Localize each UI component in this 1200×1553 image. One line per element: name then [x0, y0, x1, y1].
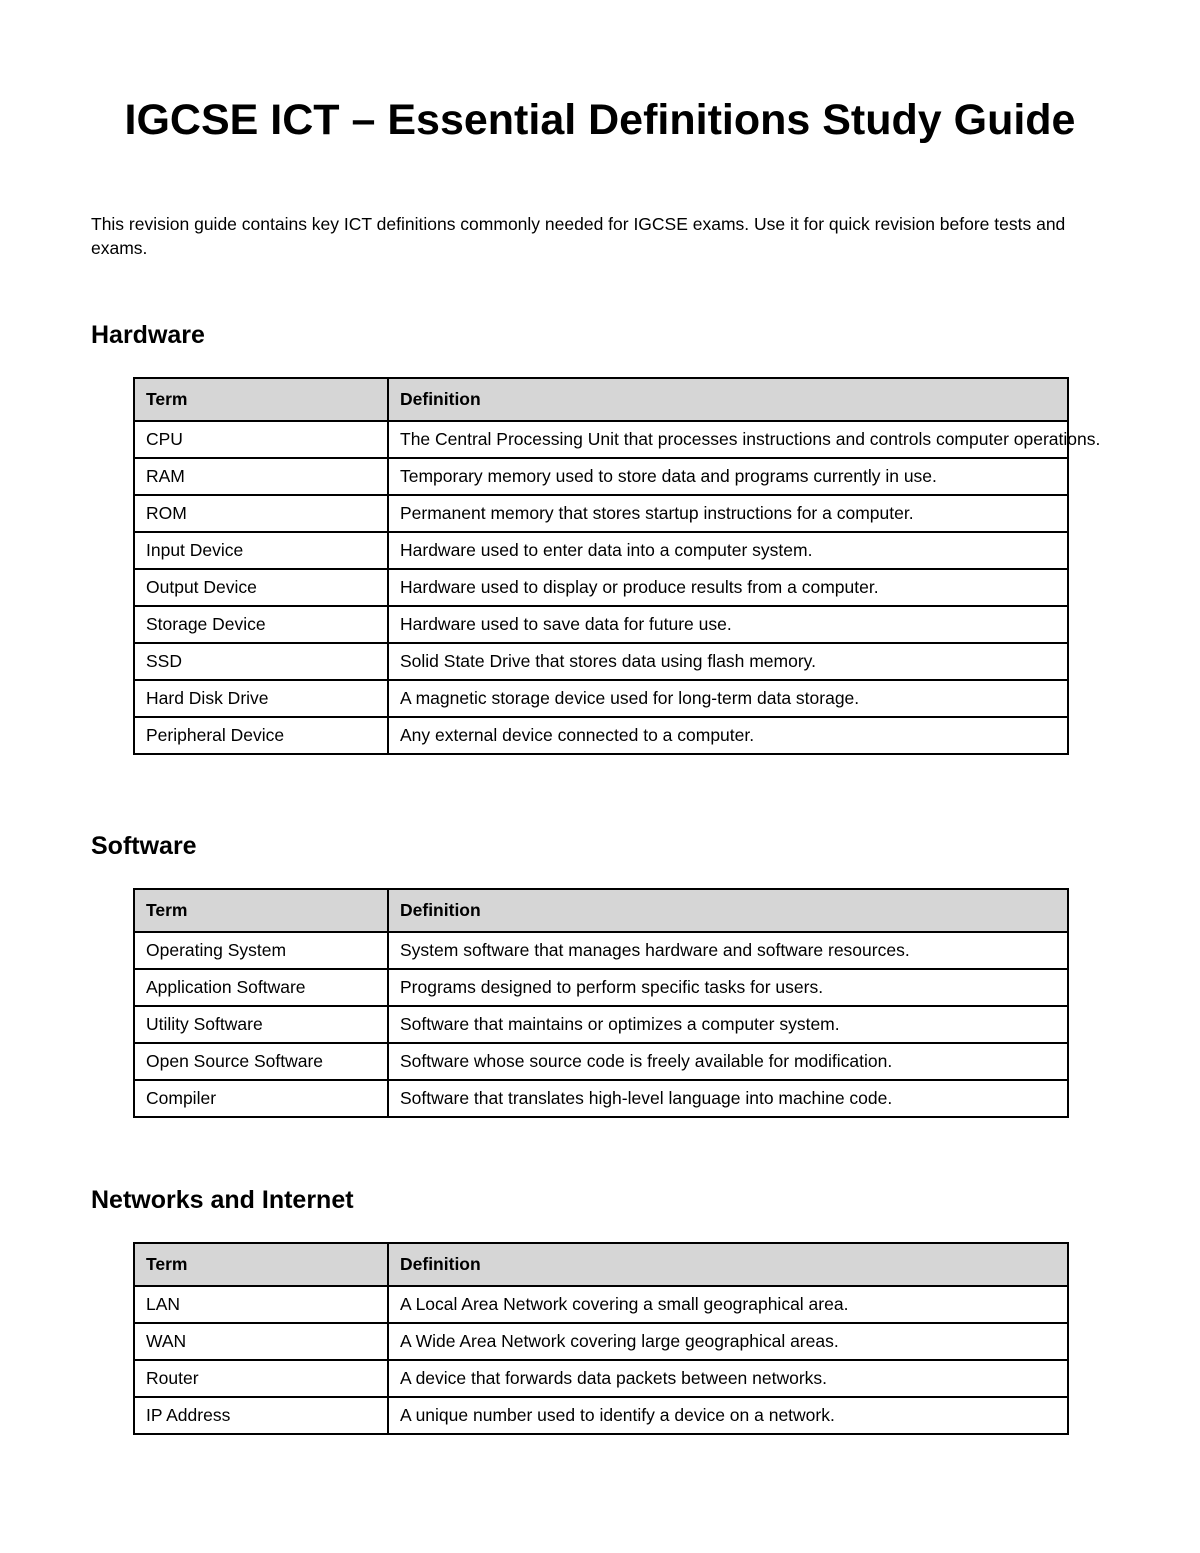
table-row	[134, 495, 1068, 532]
definition-cell: Programs designed to perform specific tasks for users.	[388, 969, 1068, 1006]
table-row	[134, 569, 1068, 606]
term-cell: LAN	[134, 1286, 388, 1323]
definition-cell: Hardware used to display or produce results from a computer.	[388, 569, 1068, 606]
definition-cell: Any external device connected to a computer.	[388, 717, 1068, 754]
table-header-row	[134, 889, 1068, 932]
definition-cell: Permanent memory that stores startup instructions for a computer.	[388, 495, 1068, 532]
term-cell: WAN	[134, 1323, 388, 1360]
definition-cell: A magnetic storage device used for long-term data storage.	[388, 680, 1068, 717]
term-cell: IP Address	[134, 1397, 388, 1434]
table-row	[134, 1323, 1068, 1360]
definition-cell: Solid State Drive that stores data using flash memory.	[388, 643, 1068, 680]
table-row	[134, 606, 1068, 643]
definition-cell: System software that manages hardware and software resources.	[388, 932, 1068, 969]
definition-cell: A device that forwards data packets between networks.	[388, 1360, 1068, 1397]
section-heading-networks: Networks and Internet	[91, 1186, 354, 1214]
definition-cell: The Central Processing Unit that processes instructions and controls computer operations.	[388, 421, 1068, 458]
table-row	[134, 1043, 1068, 1080]
definition-cell: A Local Area Network covering a small geographical area.	[388, 1286, 1068, 1323]
table-row	[134, 932, 1068, 969]
term-cell: SSD	[134, 643, 388, 680]
table-row	[134, 680, 1068, 717]
intro-paragraph: This revision guide contains key ICT definitions commonly needed for IGCSE exams. Use it for quick revision before tests and exams.	[91, 214, 1066, 258]
term-cell: Operating System	[134, 932, 388, 969]
term-cell: Peripheral Device	[134, 717, 388, 754]
table-row	[134, 717, 1068, 754]
definition-cell: Temporary memory used to store data and programs currently in use.	[388, 458, 1068, 495]
term-cell: Storage Device	[134, 606, 388, 643]
networks-table	[133, 1242, 1069, 1435]
definition-cell: Hardware used to save data for future use.	[388, 606, 1068, 643]
term-cell: Output Device	[134, 569, 388, 606]
table-row	[134, 1006, 1068, 1043]
table-row	[134, 532, 1068, 569]
term-cell: CPU	[134, 421, 388, 458]
definition-column-header: Definition	[388, 1243, 1068, 1286]
term-cell: Compiler	[134, 1080, 388, 1117]
term-cell: Utility Software	[134, 1006, 388, 1043]
section-heading-software: Software	[91, 832, 197, 860]
table-row	[134, 421, 1068, 458]
definition-column-header: Definition	[388, 378, 1068, 421]
table-row	[134, 1397, 1068, 1434]
table-header-row	[134, 1243, 1068, 1286]
definition-cell: Software that maintains or optimizes a computer system.	[388, 1006, 1068, 1043]
table-row	[134, 1286, 1068, 1323]
term-cell: Hard Disk Drive	[134, 680, 388, 717]
table-row	[134, 1080, 1068, 1117]
table-header-row	[134, 378, 1068, 421]
term-cell: Input Device	[134, 532, 388, 569]
table-row	[134, 458, 1068, 495]
table-row	[134, 643, 1068, 680]
hardware-table	[133, 377, 1101, 755]
term-column-header: Term	[134, 1243, 388, 1286]
definition-cell: A Wide Area Network covering large geographical areas.	[388, 1323, 1068, 1360]
definition-cell: Hardware used to enter data into a computer system.	[388, 532, 1068, 569]
term-column-header: Term	[134, 889, 388, 932]
table-row	[134, 1360, 1068, 1397]
term-cell: Open Source Software	[134, 1043, 388, 1080]
definition-cell: Software that translates high-level language into machine code.	[388, 1080, 1068, 1117]
term-column-header: Term	[134, 378, 388, 421]
page-title: IGCSE ICT – Essential Definitions Study Guide	[124, 96, 1076, 144]
section-heading-hardware: Hardware	[91, 321, 205, 349]
definition-column-header: Definition	[388, 889, 1068, 932]
term-cell: RAM	[134, 458, 388, 495]
term-cell: ROM	[134, 495, 388, 532]
table-row	[134, 969, 1068, 1006]
definition-cell: Software whose source code is freely available for modification.	[388, 1043, 1068, 1080]
definition-cell: A unique number used to identify a device on a network.	[388, 1397, 1068, 1434]
term-cell: Router	[134, 1360, 388, 1397]
software-table	[133, 888, 1069, 1118]
term-cell: Application Software	[134, 969, 388, 1006]
